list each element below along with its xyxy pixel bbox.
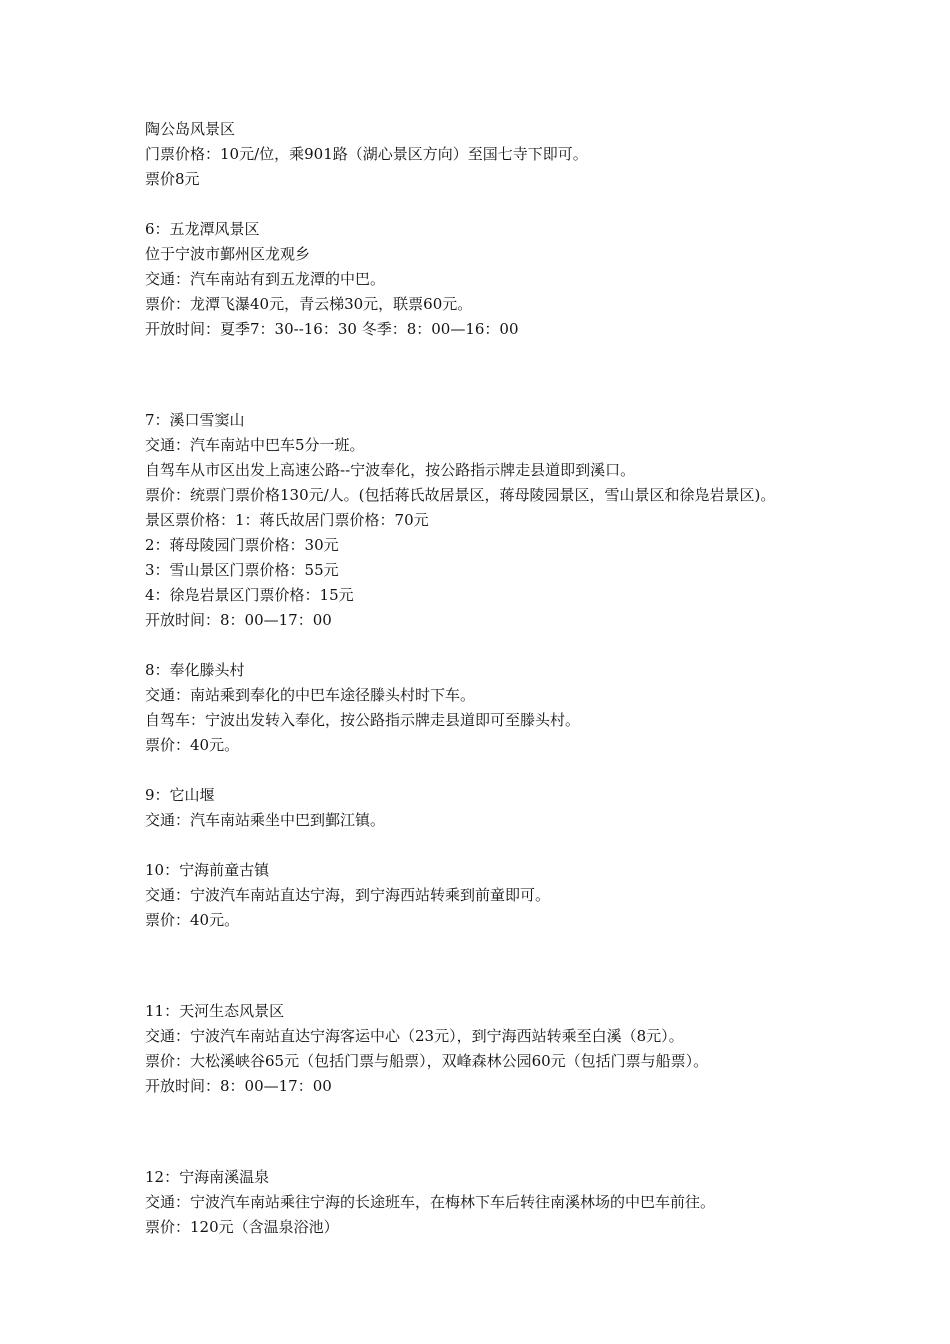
spacer bbox=[145, 1140, 815, 1165]
spacer bbox=[145, 383, 815, 408]
transport-line: 交通：汽车南站有到五龙潭的中巴。 bbox=[145, 270, 386, 288]
ticket-price-line: 票价：龙潭飞瀑40元，青云梯30元，联票60元。 bbox=[145, 295, 473, 313]
section-title-nanxi: 12：宁海南溪温泉 bbox=[145, 1168, 270, 1186]
spacer bbox=[145, 758, 815, 783]
section-title-xuedoushan: 7：溪口雪窦山 bbox=[145, 411, 245, 429]
ticket-price-line: 票价：40元。 bbox=[145, 736, 240, 754]
section-title-tashanyan: 9：它山堰 bbox=[145, 786, 215, 804]
scenic-ticket-line: 景区票价格：1：蒋氏故居门票价格：70元 bbox=[145, 511, 429, 529]
scenic-ticket-line: 4：徐凫岩景区门票价格：15元 bbox=[145, 586, 354, 604]
transport-line: 交通：宁波汽车南站直达宁海客运中心（23元），到宁海西站转乘至白溪（8元）。 bbox=[145, 1027, 684, 1045]
transport-line: 交通：汽车南站乘坐中巴到鄞江镇。 bbox=[145, 811, 386, 829]
spacer bbox=[145, 1099, 815, 1140]
ticket-price-line: 门票价格：10元/位，乘901路（湖心景区方向）至国七寺下即可。 bbox=[145, 145, 588, 163]
opening-hours-line: 开放时间：8：00—17：00 bbox=[145, 611, 332, 629]
section-title-tengtoucun: 8：奉化滕头村 bbox=[145, 661, 245, 679]
self-drive-line: 自驾车：宁波出发转入奉化，按公路指示牌走县道即可至滕头村。 bbox=[145, 711, 581, 729]
scenic-ticket-line: 3：雪山景区门票价格：55元 bbox=[145, 561, 339, 579]
location-line: 位于宁波市鄞州区龙观乡 bbox=[145, 245, 311, 263]
spacer bbox=[145, 933, 815, 974]
fare-line: 票价8元 bbox=[145, 170, 200, 188]
ticket-price-line: 票价：40元。 bbox=[145, 911, 240, 929]
spacer bbox=[145, 833, 815, 858]
spacer bbox=[145, 342, 815, 383]
section-title-qiantong: 10：宁海前童古镇 bbox=[145, 861, 270, 879]
document-body bbox=[145, 117, 815, 1240]
section-title-taogongdao: 陶公岛风景区 bbox=[145, 120, 236, 138]
transport-line: 交通：宁波汽车南站直达宁海，到宁海西站转乘到前童即可。 bbox=[145, 886, 551, 904]
spacer bbox=[145, 633, 815, 658]
ticket-price-line: 票价：120元（含温泉浴池） bbox=[145, 1218, 339, 1236]
section-title-tianhe: 11：天河生态风景区 bbox=[145, 1002, 285, 1020]
opening-hours-line: 开放时间：8：00—17：00 bbox=[145, 1077, 332, 1095]
ticket-price-line: 票价：大松溪峡谷65元（包括门票与船票），双峰森林公园60元（包括门票与船票）。 bbox=[145, 1052, 709, 1070]
opening-hours-line: 开放时间：夏季7：30--16：30 冬季：8：00—16：00 bbox=[145, 320, 519, 338]
transport-line: 交通：汽车南站中巴车5分一班。 bbox=[145, 436, 365, 454]
self-drive-line: 自驾车从市区出发上高速公路--宁波奉化，按公路指示牌走县道即到溪口。 bbox=[145, 461, 636, 479]
section-title-wulongtan: 6：五龙潭风景区 bbox=[145, 220, 260, 238]
transport-line: 交通：宁波汽车南站乘往宁海的长途班车，在梅林下车后转往南溪林场的中巴车前往。 bbox=[145, 1193, 716, 1211]
spacer bbox=[145, 974, 815, 999]
transport-line: 交通：南站乘到奉化的中巴车途径滕头村时下车。 bbox=[145, 686, 476, 704]
ticket-price-line: 票价：统票门票价格130元/人。(包括蒋氏故居景区，蒋母陵园景区，雪山景区和徐凫岩景区)。 bbox=[145, 486, 776, 504]
spacer bbox=[145, 192, 815, 217]
scenic-ticket-line: 2：蒋母陵园门票价格：30元 bbox=[145, 536, 339, 554]
